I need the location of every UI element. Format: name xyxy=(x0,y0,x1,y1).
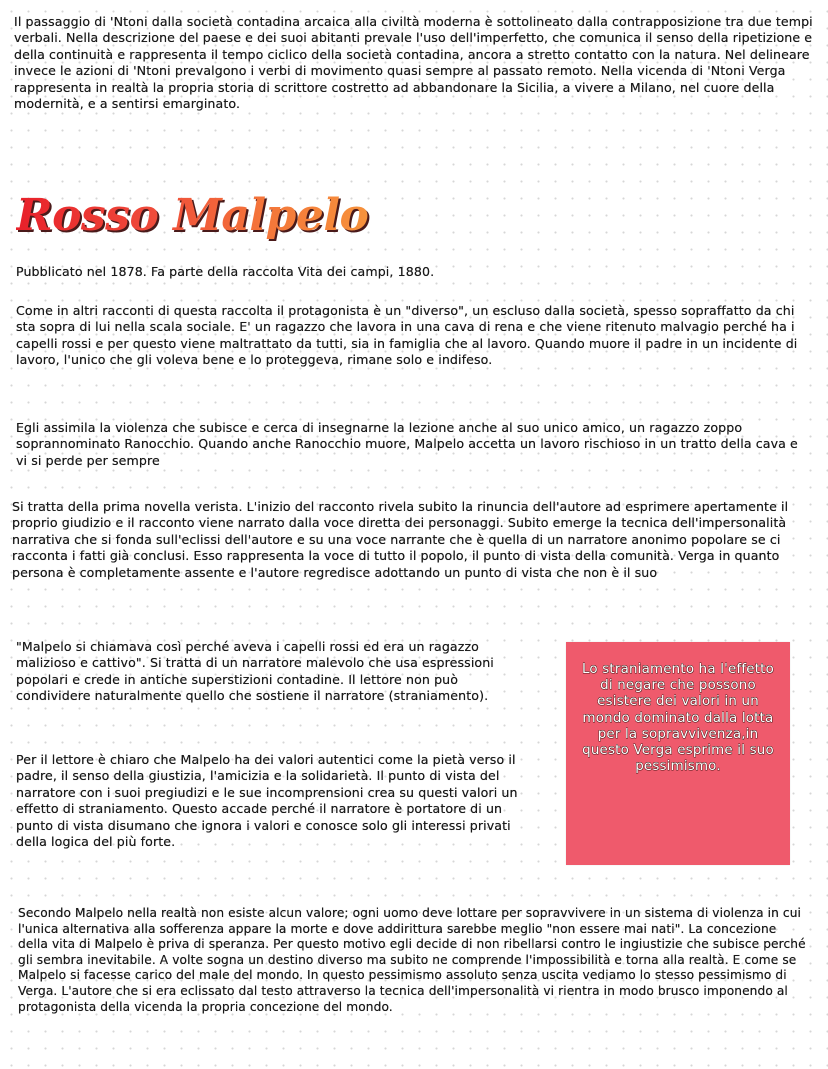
intro-paragraph: Il passaggio di 'Ntoni dalla società contadina arcaica alla civiltà moderna è sottolineato dalla contrapposizione tra due tempi verbali. Nella descrizione del paese e dei suoi abitanti prevale l'uso dell'imperfetto, che comunica il senso della ripetizione e della continuità e rappresenta il tempo ciclico della società contadina, ancora a stretto contatto con la natura. Nel delineare invece le azioni di 'Ntoni prevalgono i verbi di movimento quasi sempre al passato remoto. Nella vicenda di 'Ntoni Verga rappresenta in realtà la propria storia di scrittore costretto ad abbandonare la Sicilia, a vivere a Milano, nel cuore della modernità, e a sentirsi emarginato. xyxy=(14,14,813,112)
paragraph-narrator: "Malpelo si chiamava così perché aveva i capelli rossi ed era un ragazzo malizioso e cattivo". Si tratta di un narratore malevolo che usa espressioni popolari e crede in antiche superstizioni contadine. Il lettore non può condividere naturalmente quello che sostiene il narratore (straniamento). xyxy=(16,639,494,704)
paragraph-pessimism: Secondo Malpelo nella realtà non esiste alcun valore; ogni uomo deve lottare per sopravvivere in un sistema di violenza in cui l'unica alternativa alla sofferenza appare la morte e dove addirittura sarebbe meglio "non essere mai nati". La concezione della vita di Malpelo è priva di speranza. Per questo motivo egli decide di non ribellarsi contro le ingiustizie che subisce perché gli sembra inevitabile. A volte sogna un destino diverso ma subito ne comprende l'impossibilità e torna alla realtà. E come se Malpelo si facesse carico del male del mondo. In questo pessimismo assoluto senza uscita vediamo lo stesso pessimismo di Verga. L'autore che si era eclissato dal testo attraverso la tecnica dell'impersonalità vi rientra in modo brusco imponendo al protagonista della vicenda la propria concezione del mondo. xyxy=(18,906,806,1014)
section-title xyxy=(16,186,396,250)
publication-info: Pubblicato nel 1878. Fa parte della raccolta Vita dei campi, 1880. xyxy=(16,264,435,279)
callout-text: Lo straniamento ha l'effetto di negare che possono esistere dei valori in un mondo dominato dalla lotta per la sopravvivenza,in questo Verga esprime il suo pessimismo. xyxy=(581,662,775,775)
section-title-text: Rosso Malpelo xyxy=(16,186,396,246)
paragraph-protagonist: Come in altri racconti di questa raccolta il protagonista è un "diverso", un escluso dalla società, spesso sopraffatto da chi sta sopra di lui nella scala sociale. E' un ragazzo che lavora in una cava di rena e che viene ritenuto malvagio perché ha i capelli rossi e per questo viene maltrattato da tutti, sia in famiglia che al lavoro. Quando muore il padre in un incidente di lavoro, l'unico che gli voleva bene e lo proteggeva, rimane solo e indifeso. xyxy=(16,303,798,368)
paragraph-ranocchio: Egli assimila la violenza che subisce e cerca di insegnarne la lezione anche al suo unico amico, un ragazzo zoppo soprannominato Ranocchio. Quando anche Ranocchio muore, Malpelo accetta un lavoro rischioso in un tratto della cava e vi si perde per sempre xyxy=(16,420,798,468)
paragraph-verismo: Si tratta della prima novella verista. L'inizio del racconto rivela subito la rinuncia dell'autore ad esprimere apertamente il proprio giudizio e il racconto viene narrato dalla voce diretta dei personaggi. Subito emerge la tecnica dell'impersonalità narrativa che si fonda sull'eclissi dell'autore e su una voce narrante che è quella di un narratore anonimo popolare se ci racconta i fatti già conclusi. Esso rappresenta la voce di tutto il popolo, il punto di vista della comunità. Verga in quanto persona è completamente assente e l'autore regredisce adottando un punto di vista che non è il suo xyxy=(12,499,789,580)
paragraph-values: Per il lettore è chiaro che Malpelo ha dei valori autentici come la pietà verso il padre, il senso della giustizia, l'amicizia e la solidarietà. Il punto di vista del narratore con i suoi pregiudizi e le sue incomprensioni crea su questi valori un effetto di straniamento. Questo accade perché il narratore è portatore di un punto di vista disumano che ignora i valori e conosce solo gli interessi privati della logica del più forte. xyxy=(16,752,518,850)
callout-box xyxy=(566,642,790,865)
